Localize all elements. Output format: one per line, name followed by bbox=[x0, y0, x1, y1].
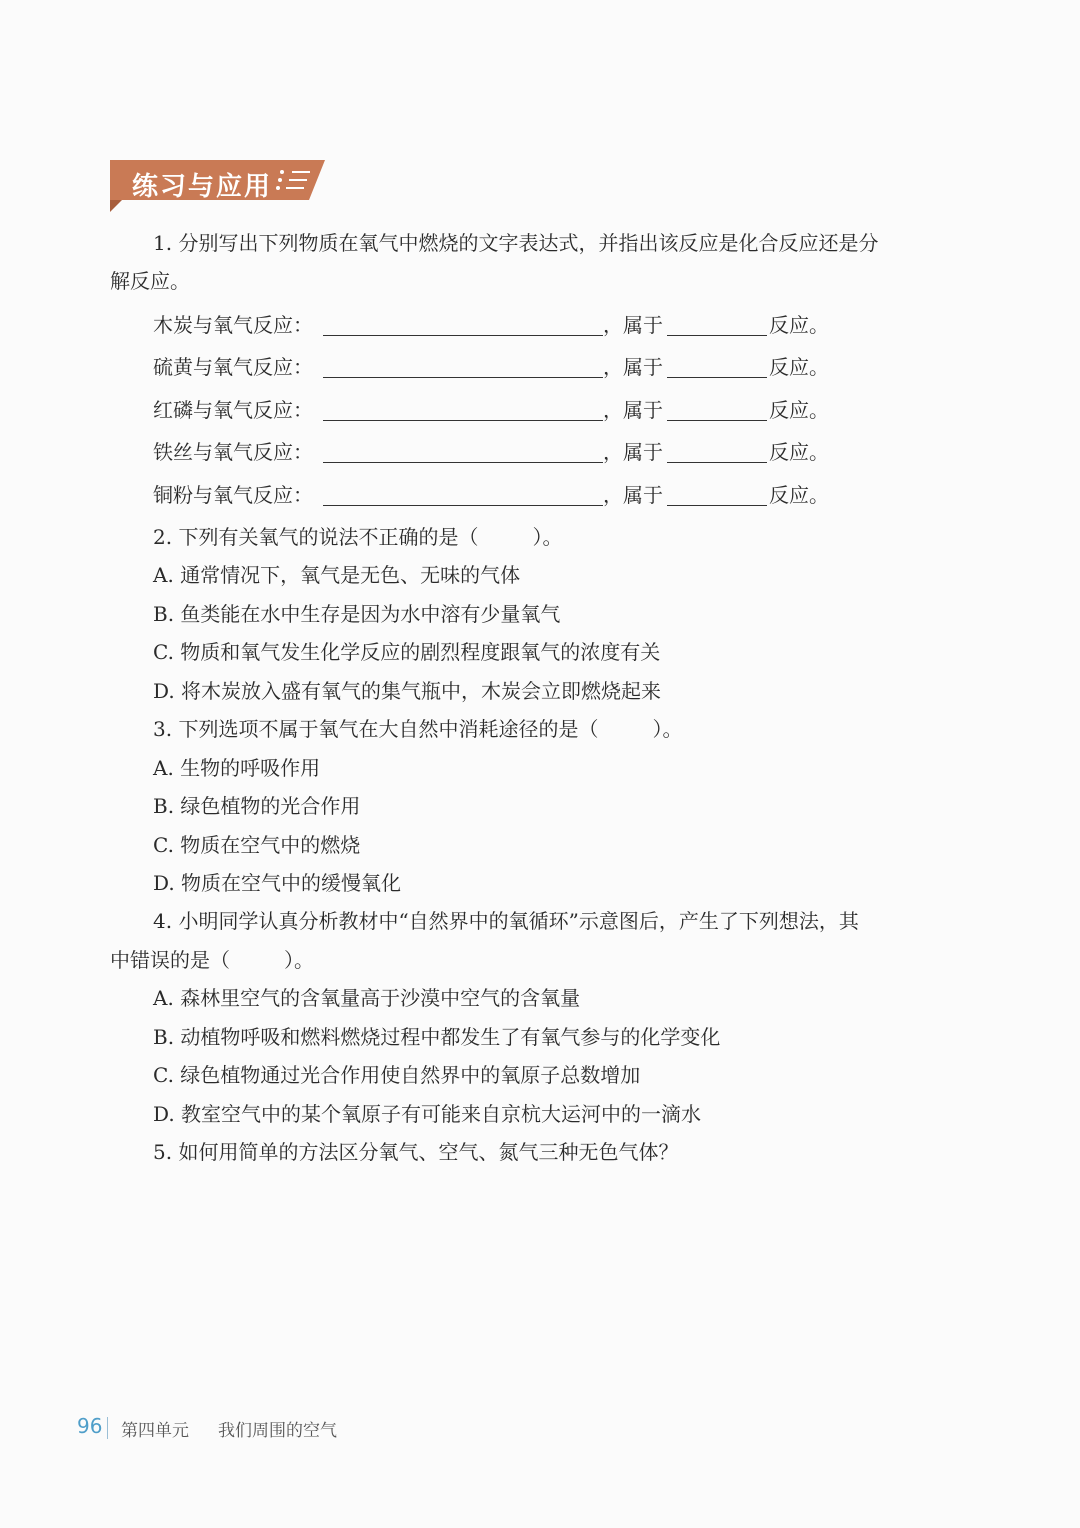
q1-item-label: 铜粉与氧气反应： bbox=[153, 483, 313, 507]
q1-item-mid: ，属于 bbox=[603, 313, 663, 337]
q1-stem-line2: 解反应。 bbox=[110, 269, 190, 293]
answer-blank-reaction-type[interactable] bbox=[667, 335, 767, 336]
answer-blank-reaction-type[interactable] bbox=[667, 505, 767, 506]
q1-item-end: 反应。 bbox=[769, 313, 829, 337]
q1-item-end: 反应。 bbox=[769, 398, 829, 422]
answer-blank-reaction-type[interactable] bbox=[667, 377, 767, 378]
q4-option-b: B. 动植物呼吸和燃料燃烧过程中都发生了有氧气参与的化学变化 bbox=[153, 1025, 721, 1049]
chapter-title: 我们周围的空气 bbox=[218, 1421, 337, 1441]
q4-stem-line2 bbox=[110, 946, 314, 974]
q1-stem-line1: 1. 分别写出下列物质在氧气中燃烧的文字表达式，并指出该反应是化合反应还是分 bbox=[153, 231, 879, 255]
section-title: 练习与应用 bbox=[132, 172, 273, 202]
q1-item-label: 红磷与氧气反应： bbox=[153, 398, 313, 422]
q3-option-a: A. 生物的呼吸作用 bbox=[153, 756, 321, 780]
q4-option-d: D. 教室空气中的某个氧原子有可能来自京杭大运河中的一滴水 bbox=[153, 1102, 702, 1126]
q1-item-end: 反应。 bbox=[769, 440, 829, 464]
q4-stem-line1: 4. 小明同学认真分析教材中“自然界中的氧循环”示意图后，产生了下列想法，其 bbox=[153, 909, 859, 933]
answer-blank-equation[interactable] bbox=[323, 420, 603, 421]
q4-stem-close: ）。 bbox=[284, 948, 314, 972]
section-banner bbox=[110, 160, 325, 212]
q1-item-end: 反应。 bbox=[769, 355, 829, 379]
q1-item-label: 木炭与氧气反应： bbox=[153, 313, 313, 337]
q2-stem bbox=[153, 523, 562, 551]
q2-stem-text: 2. 下列有关氧气的说法不正确的是（ bbox=[153, 525, 479, 549]
q4-option-a: A. 森林里空气的含氧量高于沙漠中空气的含氧量 bbox=[153, 986, 581, 1010]
q2-option-c: C. 物质和氧气发生化学反应的剧烈程度跟氧气的浓度有关 bbox=[153, 640, 661, 664]
q2-option-d: D. 将木炭放入盛有氧气的集气瓶中，木炭会立即燃烧起来 bbox=[153, 679, 662, 703]
q1-item-mid: ，属于 bbox=[603, 398, 663, 422]
q3-stem-close: ）。 bbox=[652, 717, 683, 741]
footer-divider bbox=[107, 1417, 108, 1439]
q1-item-label: 铁丝与氧气反应： bbox=[153, 440, 313, 464]
q2-option-a: A. 通常情况下，氧气是无色、无味的气体 bbox=[153, 563, 521, 587]
q1-item-mid: ，属于 bbox=[603, 355, 663, 379]
answer-blank-equation[interactable] bbox=[323, 462, 603, 463]
page-number: 96 bbox=[77, 1414, 103, 1438]
q2-option-b: B. 鱼类能在水中生存是因为水中溶有少量氧气 bbox=[153, 602, 561, 626]
q4-stem-text: 中错误的是（ bbox=[110, 948, 230, 972]
answer-blank-reaction-type[interactable] bbox=[667, 420, 767, 421]
q3-stem-text: 3. 下列选项不属于氧气在大自然中消耗途径的是（ bbox=[153, 717, 599, 741]
q3-option-b: B. 绿色植物的光合作用 bbox=[153, 794, 361, 818]
q5-stem: 5. 如何用简单的方法区分氧气、空气、氮气三种无色气体？ bbox=[153, 1140, 679, 1164]
q1-item-mid: ，属于 bbox=[603, 440, 663, 464]
answer-blank-equation[interactable] bbox=[323, 505, 603, 506]
q2-stem-close: ）。 bbox=[532, 525, 563, 549]
q1-item-label: 硫黄与氧气反应： bbox=[153, 355, 313, 379]
q3-stem bbox=[153, 715, 682, 743]
q3-option-d: D. 物质在空气中的缓慢氧化 bbox=[153, 871, 402, 895]
q4-option-c: C. 绿色植物通过光合作用使自然界中的氧原子总数增加 bbox=[153, 1063, 641, 1087]
q3-option-c: C. 物质在空气中的燃烧 bbox=[153, 833, 361, 857]
answer-blank-equation[interactable] bbox=[323, 335, 603, 336]
unit-title: 第四单元 bbox=[121, 1421, 189, 1441]
q1-item-end: 反应。 bbox=[769, 483, 829, 507]
answer-blank-reaction-type[interactable] bbox=[667, 462, 767, 463]
answer-blank-equation[interactable] bbox=[323, 377, 603, 378]
q1-item-mid: ，属于 bbox=[603, 483, 663, 507]
